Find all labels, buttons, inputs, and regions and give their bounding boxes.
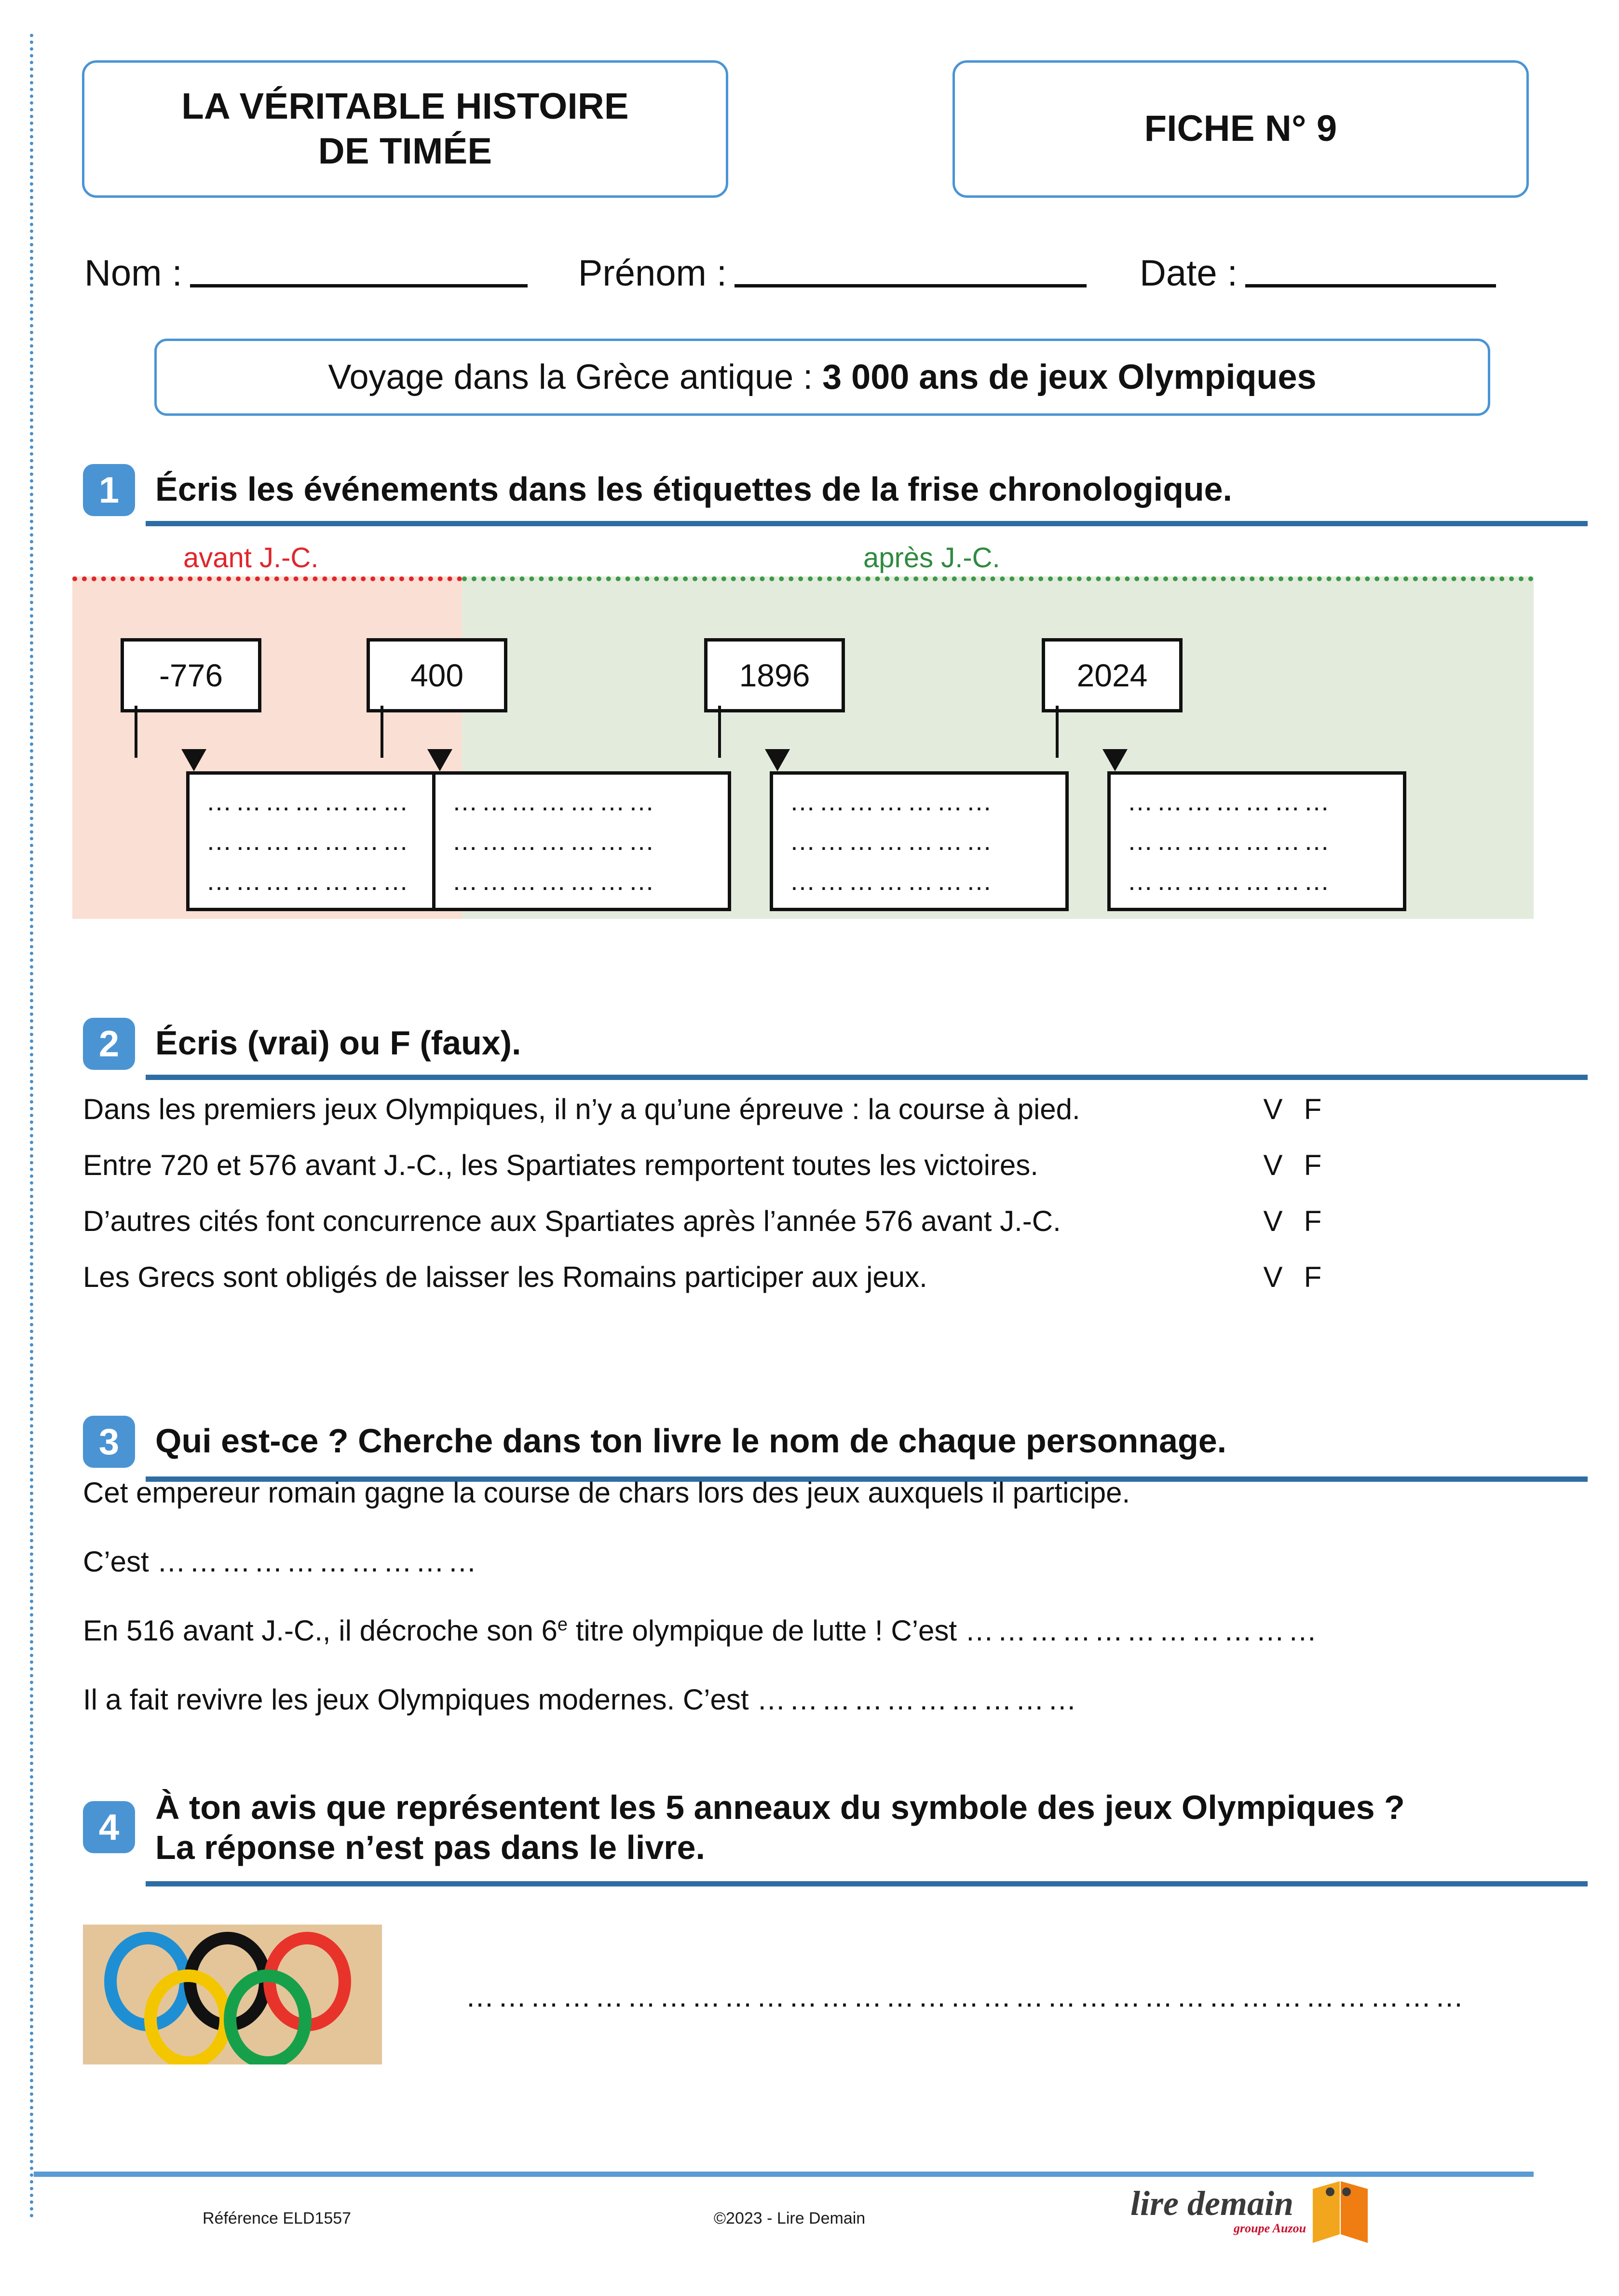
exercise-1-title: Écris les événements dans les étiquettes de la frise chronologique. (155, 470, 1232, 508)
answer-dotted-line: ………………… (452, 828, 658, 854)
answer-dotted-line: ………………… (789, 868, 995, 894)
olympic-rings-image (83, 1925, 382, 2064)
lesson-title-banner (154, 339, 1490, 416)
answer-1-prefix: C’est (83, 1545, 157, 1578)
timeline-arrow-head (1102, 749, 1128, 771)
exercise-4-rule (146, 1881, 1588, 1886)
timeline-answer-box[interactable] (432, 771, 731, 911)
logo-subtitle: groupe Auzou (1234, 2221, 1306, 2235)
lire-demain-logo-icon (1129, 2171, 1379, 2248)
who-is-it-body (83, 1476, 1535, 1752)
logo-wordmark: lire demain (1130, 2184, 1293, 2223)
timeline-arrow-head (765, 749, 790, 771)
timeline-arrow-shaft (718, 706, 721, 758)
exercise-2-title: Écris (vrai) ou F (faux). (155, 1024, 521, 1062)
true-false-row (83, 1260, 1530, 1316)
false-option[interactable]: F (1304, 1093, 1322, 1125)
timeline-date-box: 400 (367, 638, 507, 712)
prenom-label: Prénom : (578, 253, 727, 294)
publisher-logo (1129, 2171, 1379, 2248)
nom-input-line[interactable] (190, 279, 528, 287)
answer-dotted-line: ………………… (452, 788, 658, 815)
false-option[interactable]: F (1304, 1261, 1322, 1293)
identity-row (84, 241, 1531, 294)
true-false-statement: D’autres cités font concurrence aux Spartiates après l’année 576 avant J.-C. (83, 1205, 1061, 1237)
prenom-input-line[interactable] (735, 279, 1087, 287)
worksheet-title-line1: LA VÉRITABLE HISTOIRE (181, 85, 629, 127)
timeline-arrow-shaft (135, 706, 137, 758)
clue-2-after: titre olympique de lutte ! C’est (568, 1614, 965, 1647)
answer-1-row (83, 1545, 1535, 1578)
lesson-title (328, 357, 1316, 397)
answer-dotted-line: ………………… (1127, 788, 1333, 815)
true-false-list (83, 1093, 1530, 1316)
lesson-title-prefix: Voyage dans la Grèce antique : (328, 358, 823, 396)
exercise-1-header (83, 464, 1535, 518)
true-false-statement: Dans les premiers jeux Olympiques, il n’y a qu’une épreuve : la course à pied. (83, 1093, 1080, 1125)
answer-dotted-line: ………………… (452, 868, 658, 894)
true-false-row (83, 1093, 1530, 1148)
timeline-date-box: 1896 (704, 638, 845, 712)
footer-reference: Référence ELD1557 (203, 2209, 352, 2228)
true-false-statement: Les Grecs sont obligés de laisser les Romains participer aux jeux. (83, 1261, 927, 1293)
footer-copyright: ©2023 - Lire Demain (714, 2209, 866, 2228)
exercise-2-header (83, 1018, 1535, 1072)
timeline-answer-box[interactable] (1107, 771, 1406, 911)
answer-dotted-line: ………………… (206, 828, 412, 854)
true-option[interactable]: V (1263, 1093, 1283, 1125)
date-input-line[interactable] (1245, 279, 1496, 287)
exercise-2-number: 2 (83, 1018, 135, 1070)
answer-dotted-line: ………………… (789, 788, 995, 815)
exercise-3-title: Qui est-ce ? Cherche dans ton livre le nom de chaque personnage. (155, 1421, 1227, 1460)
answer-dotted-line: ………………… (1127, 828, 1333, 854)
exercise-4-answer-line[interactable]: ………………………………………………………………………………… (465, 1981, 1467, 2013)
exercise-4-title-line1: À ton avis que représentent les 5 anneaux du symbole des jeux Olympiques ? (155, 1789, 1405, 1826)
timeline-label-before-christ: avant J.-C. (183, 542, 319, 574)
clue-1: Cet empereur romain gagne la course de chars lors des jeux auxquels il participe. (83, 1476, 1130, 1509)
worksheet-title-line2: DE TIMÉE (318, 130, 492, 172)
worksheet-title-box (82, 60, 728, 198)
timeline-label-after-christ: après J.-C. (863, 542, 1000, 574)
open-book-icon (1313, 2181, 1368, 2243)
answer-dotted-line: ………………… (206, 788, 412, 815)
false-option[interactable]: F (1304, 1205, 1322, 1237)
answer-dotted-line: ………………… (1127, 868, 1333, 894)
true-false-row (83, 1148, 1530, 1204)
exercise-3-number: 3 (83, 1416, 135, 1468)
timeline-arrow-shaft (1056, 706, 1059, 758)
false-option[interactable]: F (1304, 1149, 1322, 1181)
exercise-4-number: 4 (83, 1801, 135, 1853)
timeline-date-box: 2024 (1042, 638, 1183, 712)
clue-3-row (83, 1683, 1535, 1716)
clue-3: Il a fait revivre les jeux Olympiques modernes. C’est (83, 1683, 757, 1716)
timeline-arrow-shaft (381, 706, 383, 758)
exercise-4-title (155, 1785, 1535, 1871)
exercise-1-number: 1 (83, 464, 135, 516)
timeline-arrow-head (427, 749, 452, 771)
lesson-title-emphasis: 3 000 ans de jeux Olympiques (822, 358, 1317, 396)
exercise-4-header (83, 1785, 1535, 1871)
true-option[interactable]: V (1263, 1205, 1283, 1237)
timeline-answer-box[interactable] (770, 771, 1069, 911)
true-option[interactable]: V (1263, 1149, 1283, 1181)
true-false-statement: Entre 720 et 576 avant J.-C., les Spartiates remportent toutes les victoires. (83, 1149, 1038, 1181)
exercise-1-rule (146, 521, 1588, 526)
answer-2-dotted-line[interactable]: …………………………… (965, 1614, 1320, 1647)
true-option[interactable]: V (1263, 1261, 1283, 1293)
answer-1-dotted-line[interactable]: ………………………… (157, 1545, 480, 1578)
page-left-dotted-border (30, 34, 33, 2219)
timeline-date-box: -776 (121, 638, 261, 712)
worksheet-title (181, 84, 629, 174)
date-label: Date : (1140, 253, 1238, 294)
exercise-4-title-line2: La réponse n’est pas dans le livre. (155, 1828, 705, 1866)
olympic-rings-icon (83, 1925, 382, 2064)
true-false-row (83, 1204, 1530, 1260)
exercise-3-header (83, 1416, 1535, 1470)
clue-2-row (83, 1614, 1535, 1647)
answer-3-dotted-line[interactable]: ………………………… (757, 1683, 1080, 1716)
timeline-arrow-head (181, 749, 206, 771)
answer-dotted-line: ………………… (206, 868, 412, 894)
clue-2-before: En 516 avant J.-C., il décroche son 6 (83, 1614, 558, 1647)
exercise-2-rule (146, 1075, 1588, 1080)
sheet-number: FICHE N° 9 (1144, 108, 1337, 150)
ordinal-suffix: e (557, 1614, 568, 1635)
sheet-number-box (952, 60, 1529, 198)
chronological-timeline (72, 542, 1534, 957)
answer-dotted-line: ………………… (789, 828, 995, 854)
nom-label: Nom : (84, 253, 182, 294)
